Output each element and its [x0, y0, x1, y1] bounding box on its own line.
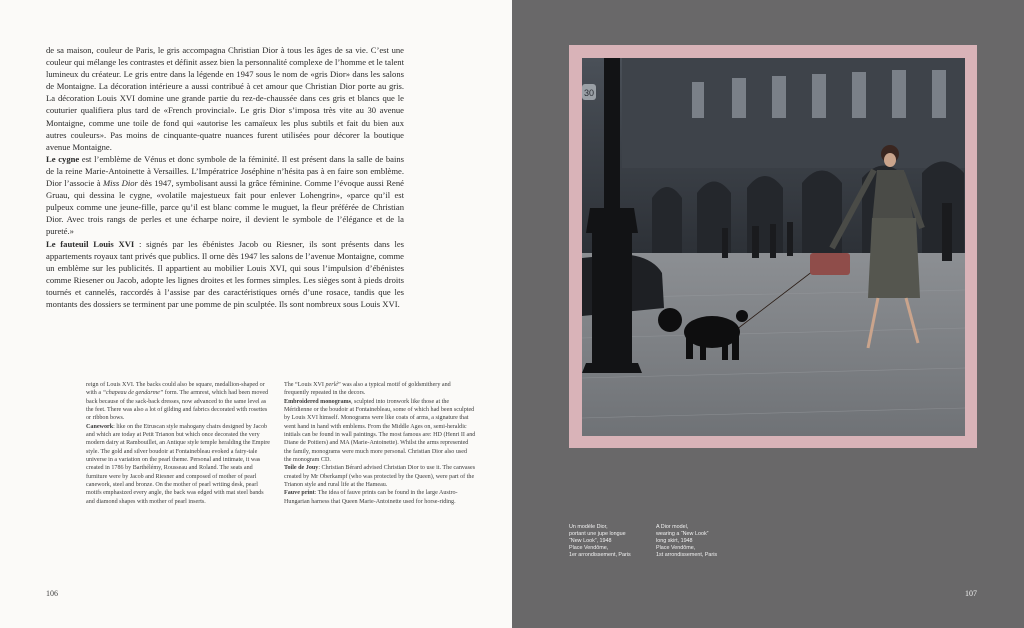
col1-paragraph-canework [86, 423, 272, 506]
paragraph-fauteuil [46, 238, 404, 311]
caption-fr-line-1: Un modèle Dior, [569, 524, 608, 530]
caption-fr-line-2: portant une jupe longue [569, 531, 626, 538]
heading-cygne: Le cygne [46, 153, 80, 164]
english-column-left [86, 381, 272, 506]
caption-en-line-3: long skirt, 1948 [656, 538, 693, 545]
upper-floors [622, 58, 965, 168]
col1-heading-canework: Canework [86, 423, 114, 430]
col1-reign-text: reign of Louis XVI. The backs could also be square, medallion-shaped or with a [86, 382, 265, 397]
caption-en-line-4: Place Vendôme, [656, 545, 696, 552]
cygne-text-tail: dès 1947, symbolisant aussi la grâce féminine. Comme l’évoque aussi René Gruau, qui dessina le cygne, «volatile majestueux fait pour enlever Lohengrin», «parce qu’il est pulpeux comme une jeune-fille, parce qu’il est blanc comme le muguet, la fleur préférée de Christian Dior. Avec trois rangs de perles et une écharpe noire, il devient le symbole de l’élégance et de la pureté.» [46, 178, 404, 237]
col2-perle-text: The “Louis XVI [284, 382, 326, 388]
paragraph-cygne [46, 153, 404, 238]
col2-paragraph-monograms [284, 398, 476, 465]
caption-en-line-5: 1st arrondissement, Paris [656, 552, 718, 559]
photo-dior-model-place-vendome [582, 58, 965, 436]
page-number-right: 107 [965, 589, 977, 598]
col1-chapeau-italic: “chapeau de gendarme” [102, 390, 164, 397]
col2-paragraph-perle [284, 381, 476, 398]
street-sign-number: 30 [584, 88, 595, 98]
col2-paragraph-fauve [284, 489, 476, 506]
page-number-left: 106 [46, 589, 58, 598]
paragraph-gris-text: de sa maison, couleur de Paris, le gris accompagna Christian Dior à tous les âges de sa vie. C’est une couleur qui mélange les contrastes et définit assez bien la personnalité complexe de l’homme et le talent lumineux du créateur. Le gris entre dans la légende en 1947 sous le nom de «gris Dior» dans les salons de Montaigne. La décoration intérieure a aussi contribué à cet amour que Christian Dior porte au gris. La décoration Louis XVI domine une grande partie du rez-de-chaussée dans ces gris et blancs que le couturier qualifiera plus tard de «French provincial». Le gris Dior s’imposa très vite au 30 avenue Montaigne, comme une toile de fond qui «autorise les camaïeux les plus subtils et fait du bien aux autres couleurs». Pas moins de cinquante-quatre nuances furent utilisées pour décorer la boutique avenue Montaigne. [46, 45, 404, 152]
col1-paragraph-reign [86, 381, 272, 423]
caption-en-line-2: wearing a “New Look” [656, 531, 709, 538]
col1-canework-text: : like on the Etruscan style mahogany chairs designed by Jacob and which are today at Petit Trianon but which once decorated the very modern dairy at Rambouillet, an Antique style temple heralding the Empire style. The gold and silver boudoir at Fontainebleau evoked a fairy-tale universe in a variation on the pearl theme. Personal and intimate, it was created in 1786 by Barthélémy, Rousseau and Roland. The seats and furniture were by Jacob and Riesner and composed of mother of pearl canework, steel and bronze. On the mother of pearl writing desk, pearl motifs emphasized every angle, the back was edged with mat steel bands and diamond shapes with mother of pearl inserts. [86, 423, 270, 505]
caption-fr-line-5: 1er arrondissement, Paris [569, 552, 631, 559]
english-column-right [284, 381, 476, 506]
miss-dior-italic: Miss Dior [102, 178, 138, 189]
col1-reign-tail: form. The armrest, which had been moved back because of the sack-back dresses, now advanced to the same level as the feet. There was also a lot of gilding and fabrics decorated with rosettes or ribbon bows. [86, 390, 269, 422]
col2-perle-italic: perlé [325, 382, 338, 388]
paragraph-gris [46, 44, 404, 153]
col2-perle-tail: ” was also a typical motif of goldsmithery and frequently repeated in the decors. [284, 382, 451, 397]
caption-fr-line-4: Place Vendôme, [569, 545, 609, 552]
fauteuil-text: : signés par les ébénistes Jacob ou Riesner, ils sont présents dans les appartements royaux tant privés que publics. Il orne dès 1947 les salons de l’avenue Montaigne, comme un emblème sur les publicités. Il appartient au mobilier Louis XVI, qui sous l’impulsion d’ébénistes comme Riesener ou Jacob, adopte les lignes droites et les formes simples. Les sièges sont à pieds droits tournés et cannelés, raccordés à l’assise par des caractéristiques ornés d’une rosace, tandis que les montants des dossiers se terminent par une pomme de pin sculptée. Ils sont nombreux sous Louis XVI. [46, 238, 404, 309]
heading-fauteuil: Le fauteuil Louis XVI [46, 238, 135, 249]
caption-french [569, 524, 649, 559]
handbag [810, 253, 850, 275]
cygne-text: est l’emblème de Vénus et donc symbole de la féminité. Il est présent dans la salle de bains de la reine Marie-Antoinette à Versailles. L’Impératrice Joséphine n’hésita pas à en faire son emblème. Dior l’associe à [46, 153, 404, 189]
col2-heading-jouy: Toile de Jouy [284, 465, 319, 472]
col2-paragraph-jouy [284, 464, 476, 489]
col2-heading-fauve: Fauve print [284, 490, 315, 497]
col2-fauve-text: : The idea of fauve prints can be found in the large Austro-Hungarian harness that Queen Marie-Antoinette used for horse-riding. [284, 490, 458, 505]
photo-illustration [582, 58, 965, 436]
caption-english [656, 524, 736, 559]
main-text [46, 44, 404, 310]
col2-heading-monograms: Embroidered monograms [284, 398, 351, 405]
caption-fr-line-3: “New Look”, 1948 [569, 538, 612, 545]
col2-jouy-text: : Christian Bérard advised Christian Dior to use it. The canvases created by Mr Oberkampf (who was protected by the Queen), were part of the Trianon style and rural life at the Hameau. [284, 465, 476, 489]
col2-monograms-text: , sculpted into ironwork like those at the Méridienne or the boudoir at Fontainebleau, some of which had been sculpted by Louis XVI himself. Monograms were like coats of arms, a signature that went hand in hand with emblems. From the Middle Ages on, semi-heraldic initials can be found in wall paintings. The most famous are: HD (Henri II and Diane de Poitiers) and MA (Marie-Antoinette). Whilst the arms represented the family, monograms were much more personal. Christian Dior also used the monogram CD. [284, 398, 476, 464]
caption-en-line-1: A Dior model, [656, 524, 689, 530]
